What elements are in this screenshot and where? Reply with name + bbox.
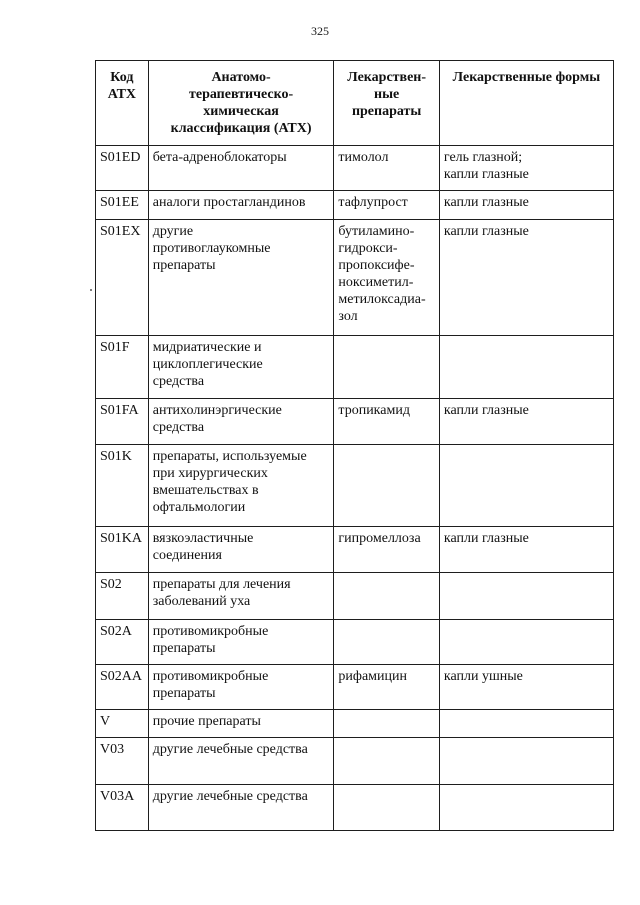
header-code: Код АТХ: [96, 61, 149, 146]
atx-table: [95, 60, 614, 831]
cell-code: S01EE: [96, 191, 149, 220]
table-header: [96, 61, 614, 146]
cell-code: S02AA: [96, 665, 149, 710]
cell-form: [439, 785, 613, 831]
table-row: [96, 146, 614, 191]
cell-classification: препараты для лечения заболеваний уха: [148, 573, 334, 620]
cell-classification: другие лечебные средства: [148, 785, 334, 831]
cell-classification: противомикробные препараты: [148, 620, 334, 665]
cell-drug: [334, 573, 439, 620]
cell-form: [439, 573, 613, 620]
cell-form: [439, 445, 613, 527]
cell-form: капли глазные: [439, 399, 613, 445]
cell-drug: [334, 738, 439, 785]
cell-drug: [334, 336, 439, 399]
header-drug: Лекарствен- ные препараты: [334, 61, 439, 146]
cell-form: [439, 710, 613, 738]
scan-speck: [90, 289, 92, 291]
cell-drug: [334, 620, 439, 665]
cell-classification: препараты, используемые при хирургических вмешательствах в офтальмологии: [148, 445, 334, 527]
cell-drug: тафлупрост: [334, 191, 439, 220]
cell-code: S01FA: [96, 399, 149, 445]
cell-form: капли глазные: [439, 191, 613, 220]
table-row: [96, 738, 614, 785]
cell-drug: [334, 445, 439, 527]
table-row: [96, 445, 614, 527]
cell-code: S01F: [96, 336, 149, 399]
cell-form: капли ушные: [439, 665, 613, 710]
table-row: [96, 785, 614, 831]
header-row: [96, 61, 614, 146]
cell-drug: тропикамид: [334, 399, 439, 445]
cell-drug: рифамицин: [334, 665, 439, 710]
cell-classification: бета-адреноблокаторы: [148, 146, 334, 191]
cell-classification: противомикробные препараты: [148, 665, 334, 710]
page-number: 325: [311, 24, 329, 38]
cell-code: S01EX: [96, 220, 149, 336]
cell-code: S01KA: [96, 527, 149, 573]
cell-form: [439, 620, 613, 665]
cell-classification: другие противоглаукомные препараты: [148, 220, 334, 336]
cell-drug: [334, 785, 439, 831]
cell-form: гель глазной; капли глазные: [439, 146, 613, 191]
cell-classification: мидриатические и циклоплегические средства: [148, 336, 334, 399]
header-classification: Анатомо- терапевтическо- химическая классификация (АТХ): [148, 61, 334, 146]
table-body: [96, 146, 614, 831]
table-row: [96, 573, 614, 620]
table-row: [96, 620, 614, 665]
cell-classification: прочие препараты: [148, 710, 334, 738]
table-row: [96, 191, 614, 220]
cell-code: S02: [96, 573, 149, 620]
cell-classification: антихолинэргические средства: [148, 399, 334, 445]
table-row: [96, 527, 614, 573]
cell-drug: тимолол: [334, 146, 439, 191]
cell-form: [439, 738, 613, 785]
cell-code: S01K: [96, 445, 149, 527]
cell-drug: бутиламино- гидрокси- пропоксифе- ноксиметил- метилоксадиа- зол: [334, 220, 439, 336]
cell-form: капли глазные: [439, 527, 613, 573]
header-form: Лекарственные формы: [439, 61, 613, 146]
cell-drug: [334, 710, 439, 738]
cell-form: капли глазные: [439, 220, 613, 336]
table-row: [96, 710, 614, 738]
table-row: [96, 220, 614, 336]
table-row: [96, 399, 614, 445]
cell-code: S02A: [96, 620, 149, 665]
cell-code: V03: [96, 738, 149, 785]
table-row: [96, 665, 614, 710]
cell-classification: другие лечебные средства: [148, 738, 334, 785]
table-row: [96, 336, 614, 399]
cell-code: V03A: [96, 785, 149, 831]
cell-code: V: [96, 710, 149, 738]
cell-form: [439, 336, 613, 399]
cell-drug: гипромеллоза: [334, 527, 439, 573]
cell-classification: вязкоэластичные соединения: [148, 527, 334, 573]
cell-classification: аналоги простагландинов: [148, 191, 334, 220]
cell-code: S01ED: [96, 146, 149, 191]
